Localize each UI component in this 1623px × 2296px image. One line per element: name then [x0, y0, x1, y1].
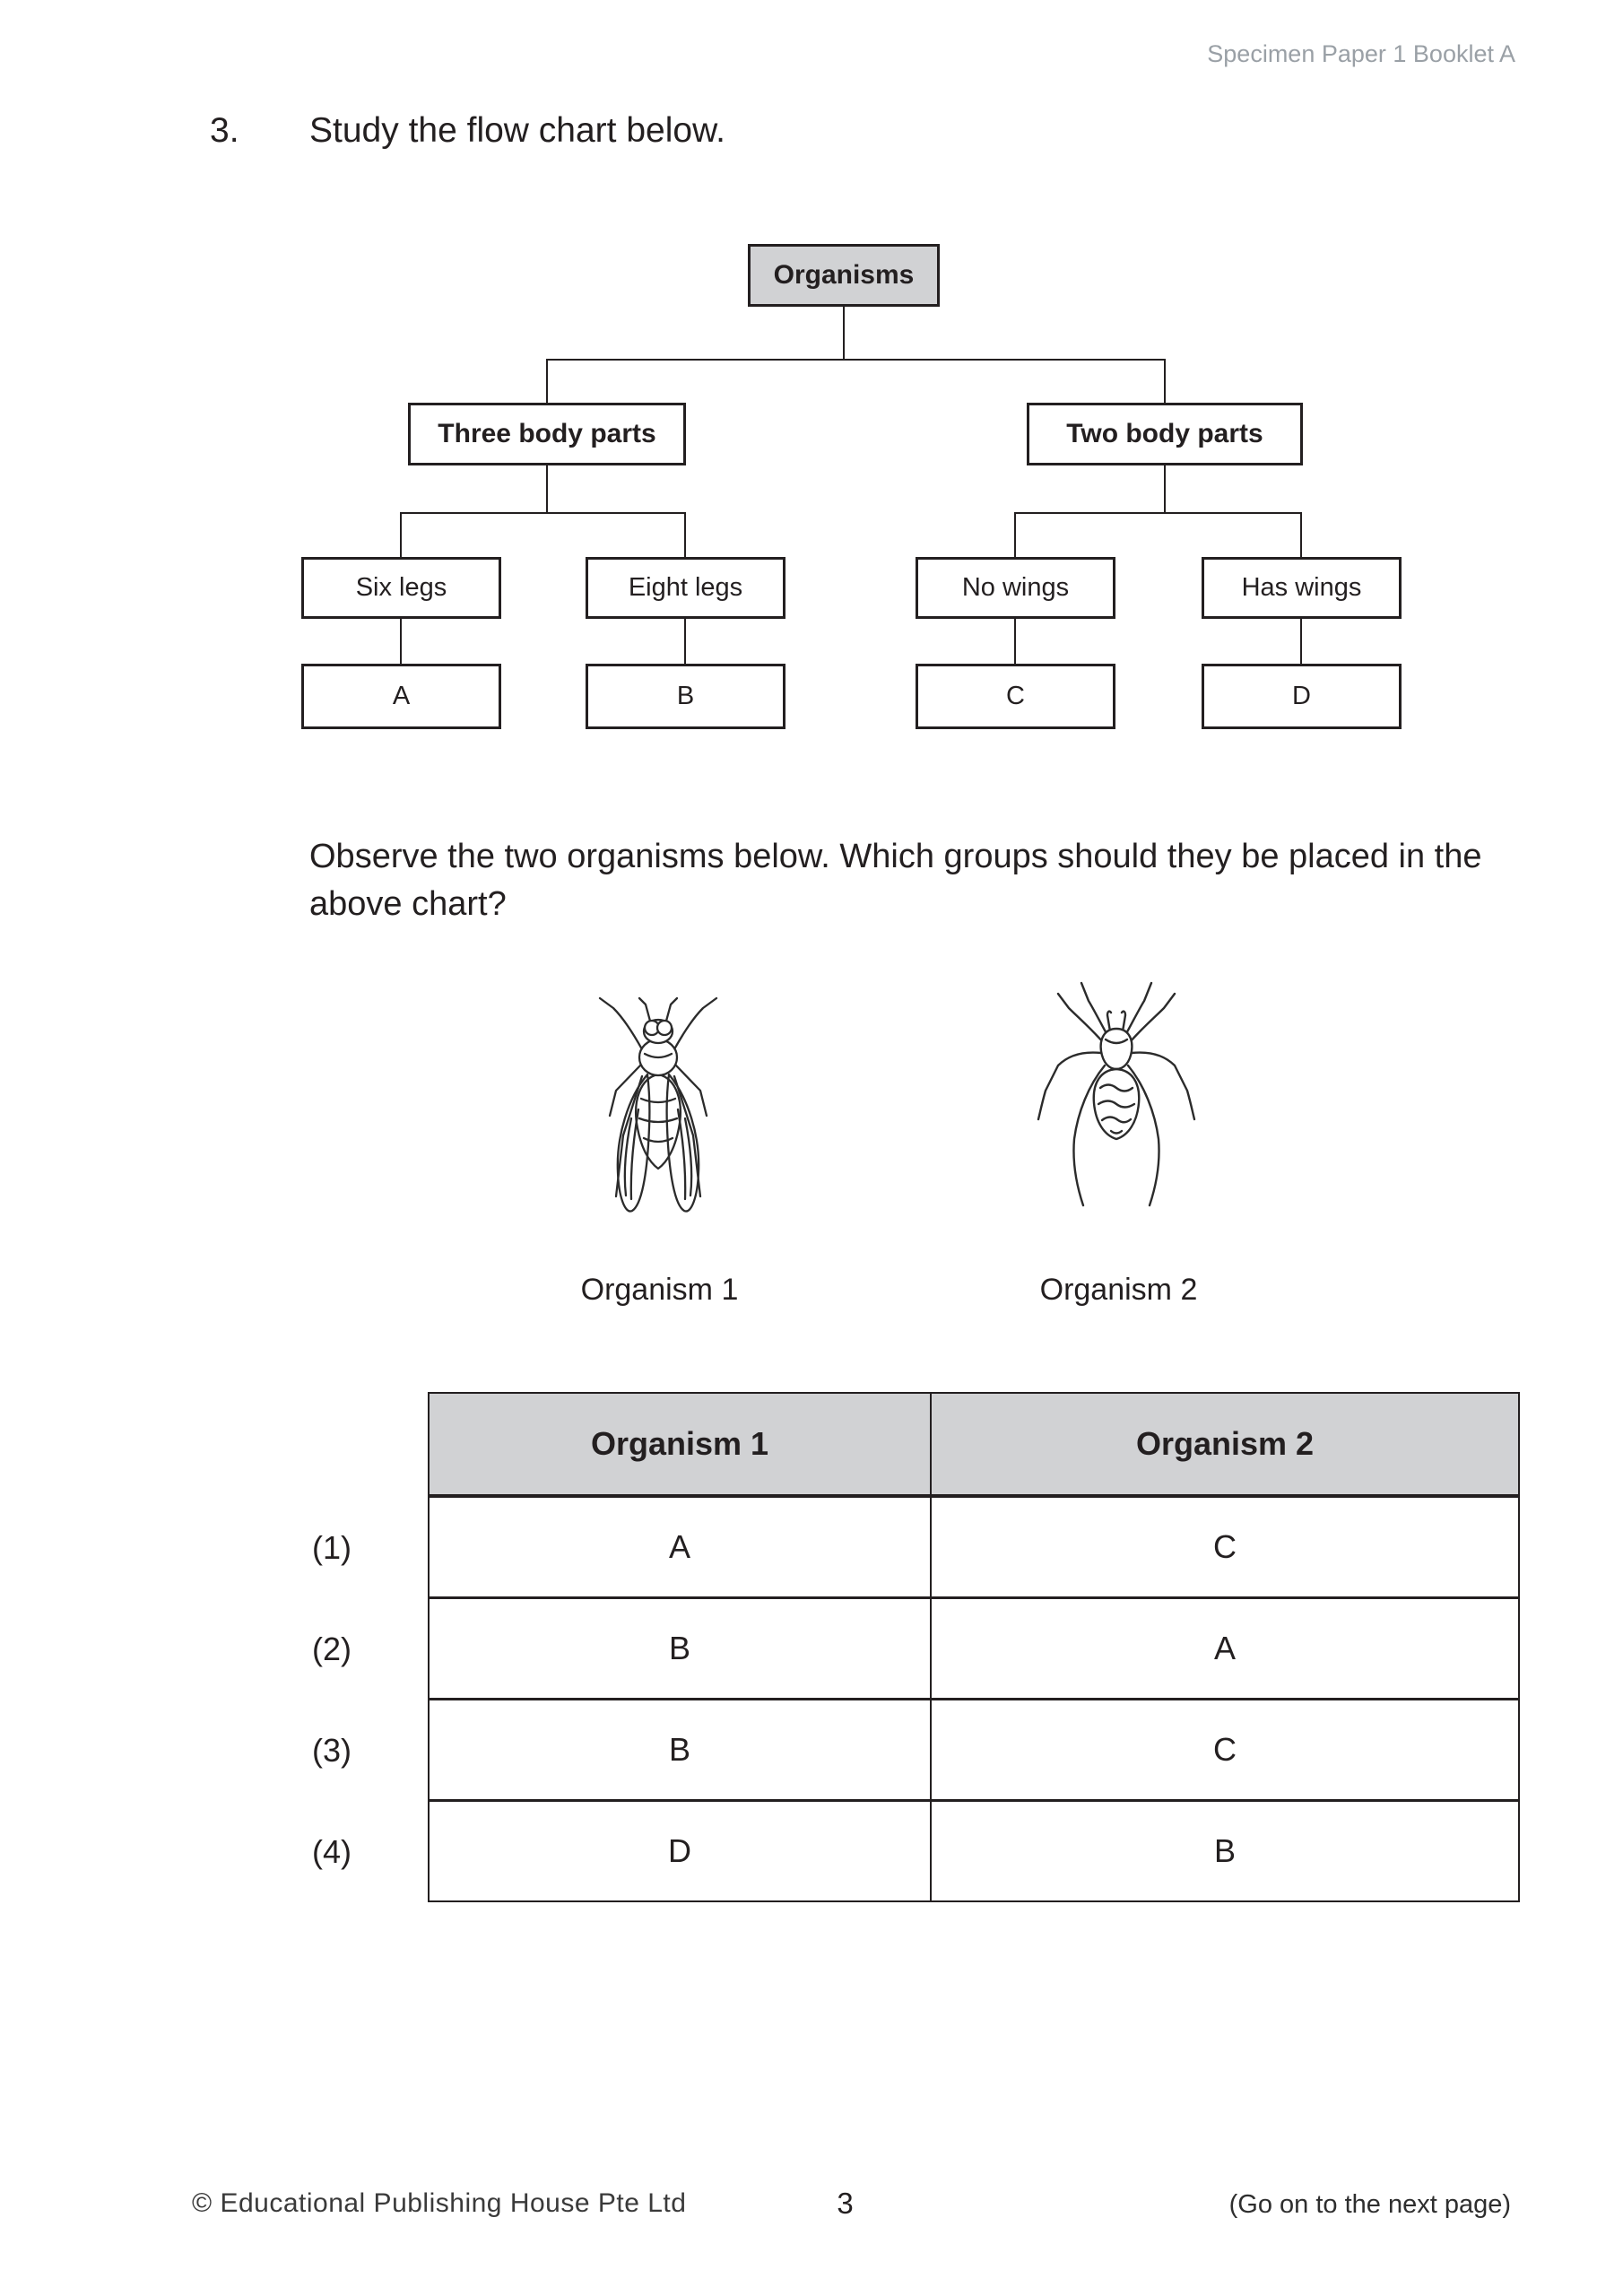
flowchart-connector [1300, 619, 1302, 664]
answer-table-header-row [429, 1393, 1519, 1496]
flowchart-box-has-wings: Has wings [1202, 557, 1402, 619]
flowchart-connector [400, 512, 686, 514]
flowchart-box-b: B [586, 664, 785, 729]
flowchart-connector [1014, 512, 1016, 557]
answer-table-row-1 [429, 1496, 1519, 1598]
answer-cell-3-organism1: B [429, 1700, 931, 1801]
flowchart-connector [400, 619, 402, 664]
flowchart-box-c: C [916, 664, 1115, 729]
observe-line-2: above chart? [309, 885, 507, 923]
flowchart-box-six-legs: Six legs [301, 557, 501, 619]
answer-table-row-3 [429, 1700, 1519, 1801]
flowchart-connector [546, 359, 548, 404]
flowchart-connector [684, 619, 686, 664]
flowchart-connector [1014, 619, 1016, 664]
spider-illustration [1022, 979, 1211, 1244]
answer-table-header-organism2: Organism 2 [931, 1393, 1519, 1496]
answer-cell-4-organism2: B [931, 1801, 1519, 1902]
flowchart-connector [546, 359, 1166, 361]
flowchart-connector [843, 306, 845, 360]
flowchart-box-three-body-parts: Three body parts [408, 403, 686, 465]
answer-cell-1-organism2: C [931, 1496, 1519, 1598]
answer-table-header-organism1: Organism 1 [429, 1393, 931, 1496]
answer-cell-2-organism1: B [429, 1598, 931, 1700]
organism2-label: Organism 2 [1039, 1273, 1198, 1307]
option-label-3: (3) [312, 1732, 352, 1769]
footer-copyright: © Educational Publishing House Pte Ltd [192, 2188, 687, 2218]
answer-cell-3-organism2: C [931, 1700, 1519, 1801]
booklet-header-label: Specimen Paper 1 Booklet A [1207, 40, 1515, 67]
flowchart-connector [546, 465, 548, 514]
flowchart-connector [400, 512, 402, 557]
answer-cell-1-organism1: A [429, 1496, 931, 1598]
question-prompt: Study the flow chart below. [309, 111, 725, 150]
flowchart-box-two-body-parts: Two body parts [1027, 403, 1303, 465]
option-label-2: (2) [312, 1631, 352, 1667]
answer-cell-4-organism1: D [429, 1801, 931, 1902]
answer-table-row-4 [429, 1801, 1519, 1902]
flowchart-connector [1164, 465, 1166, 514]
observe-paragraph [309, 833, 1547, 928]
footer-page-number: 3 [837, 2187, 854, 2220]
flowchart-box-d: D [1202, 664, 1402, 729]
organism1-label: Organism 1 [580, 1273, 739, 1307]
flowchart-box-eight-legs: Eight legs [586, 557, 785, 619]
observe-line-1: Observe the two organisms below. Which groups should they be placed in the [309, 838, 1482, 875]
option-label-1: (1) [312, 1529, 352, 1566]
fly-illustration [576, 992, 742, 1261]
flowchart-connector [684, 512, 686, 557]
question-number: 3. [210, 111, 239, 150]
flowchart-box-a: A [301, 664, 501, 729]
option-label-4: (4) [312, 1833, 352, 1870]
flowchart-connector [1014, 512, 1302, 514]
answer-cell-2-organism2: A [931, 1598, 1519, 1700]
answer-table [428, 1392, 1520, 1902]
flowchart-box-no-wings: No wings [916, 557, 1115, 619]
flowchart-connector [1300, 512, 1302, 557]
answer-table-row-2 [429, 1598, 1519, 1700]
flowchart-connector [1164, 359, 1166, 404]
footer-next-page-note: (Go on to the next page) [1228, 2190, 1511, 2219]
flowchart-box-organisms: Organisms [748, 244, 940, 307]
